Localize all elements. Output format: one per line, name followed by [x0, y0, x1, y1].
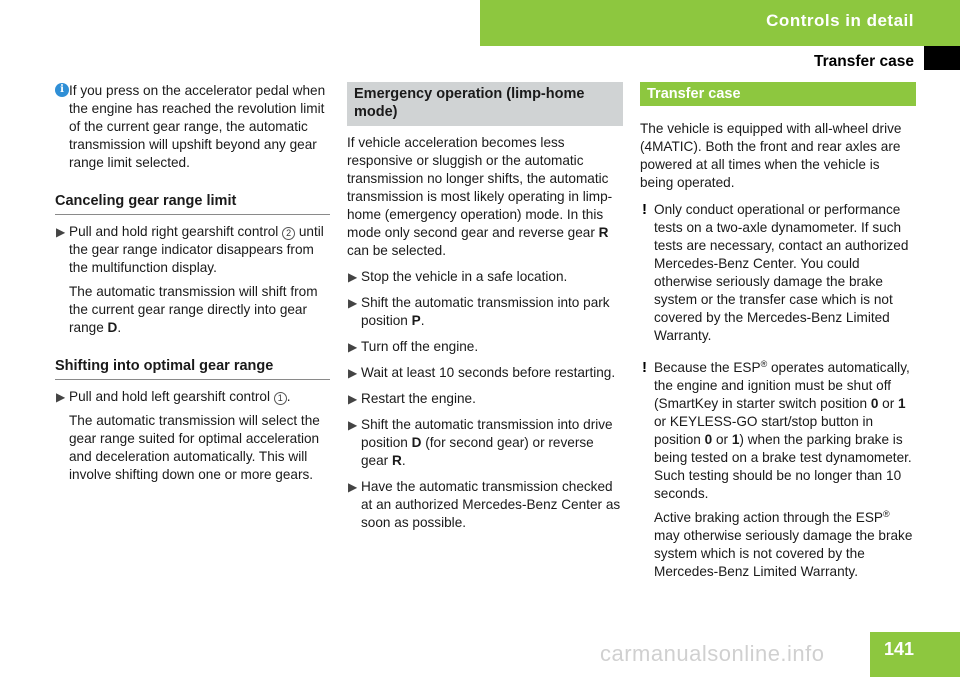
- position-key: 0: [704, 432, 713, 447]
- list-item: [55, 388, 330, 406]
- step-text: Stop the vehicle in a safe location.: [361, 269, 568, 284]
- emergency-intro: [347, 134, 623, 260]
- list-item: [347, 268, 623, 286]
- control-number-badge: 2: [282, 227, 295, 240]
- step-text: Shift the automatic transmission into drive position: [361, 417, 613, 450]
- warning-text: Because the ESP: [654, 360, 761, 375]
- warning-text: ) when the parking brake is being tested on a brake test dynamometer. Such testing should be no longer than 10 seconds.: [654, 432, 912, 501]
- step-text: .: [401, 453, 406, 468]
- arrow-icon: ▶: [348, 480, 358, 494]
- watermark-text: carmanualsonline.info: [600, 641, 825, 666]
- position-key: 0: [870, 396, 879, 411]
- info-icon: i: [55, 83, 69, 97]
- step-text: Wait at least 10 seconds before restarting.: [361, 365, 616, 380]
- warning-note: [640, 359, 916, 503]
- step-text: until the gear range indicator disappears from the multifunction display.: [69, 224, 324, 275]
- arrow-icon: ▶: [348, 392, 358, 406]
- intro-text: If vehicle acceleration becomes less responsive or sluggish or the automatic transmission no longer shifts, the automatic transmission is most likely operating in limp-home (emergency operation) mode. In this mode only second gear and reverse gear: [347, 135, 613, 240]
- info-note: [55, 82, 330, 172]
- warning-text: or: [878, 396, 899, 411]
- header-section-tab: [480, 0, 960, 46]
- warning-body: [640, 509, 916, 581]
- arrow-icon: ▶: [348, 418, 358, 432]
- registered-mark: ®: [882, 509, 890, 519]
- arrow-icon: ▶: [56, 390, 66, 404]
- list-item: [347, 416, 623, 470]
- list-item: [347, 338, 623, 356]
- step-body: [55, 283, 330, 337]
- step-text: .: [420, 313, 425, 328]
- list-item: [347, 364, 623, 382]
- section-title: Controls in detail: [766, 11, 914, 30]
- warning-note: [640, 201, 916, 345]
- arrow-icon: ▶: [56, 225, 66, 239]
- list-item: [347, 478, 623, 532]
- section-heading-transfer-case: Transfer case: [640, 82, 916, 106]
- step-text: Restart the engine.: [361, 391, 476, 406]
- step-text: .: [286, 389, 291, 404]
- arrow-icon: ▶: [348, 296, 358, 310]
- step-text: Pull and hold left gearshift control: [69, 389, 274, 404]
- list-item: [55, 223, 330, 277]
- section-heading-emergency: Emergency operation (limp-home mode): [347, 82, 623, 126]
- control-number-badge: 1: [274, 392, 287, 405]
- warning-text: or KEYLESS-GO start/stop button in position: [654, 414, 874, 447]
- gear-key: D: [411, 435, 422, 450]
- registered-mark: ®: [760, 359, 768, 369]
- position-key: 1: [898, 396, 906, 411]
- warning-icon: !: [642, 201, 647, 218]
- gear-key: P: [411, 313, 421, 328]
- step-body-text: .: [117, 320, 122, 335]
- step-text: Have the automatic transmission checked at an authorized Mercedes-Benz Center as soon as possible.: [361, 479, 621, 530]
- arrow-icon: ▶: [348, 366, 358, 380]
- section-heading-canceling: Canceling gear range limit: [55, 192, 330, 215]
- warning-text: Active braking action through the ESP: [654, 510, 883, 525]
- info-text: If you press on the accelerator pedal when the engine has reached the revolution limit of the current gear range, the automatic transmission will upshift beyond any gear range limit selected.: [69, 83, 326, 170]
- page-number-tab: [870, 632, 960, 677]
- warning-icon: !: [642, 359, 647, 376]
- gear-key: D: [107, 320, 118, 335]
- step-body-text: The automatic transmission will shift from the current gear range directly into gear range: [69, 284, 318, 335]
- header-marker: [924, 46, 960, 70]
- page-subtitle: Transfer case: [814, 53, 914, 70]
- arrow-icon: ▶: [348, 340, 358, 354]
- transfer-case-intro: The vehicle is equipped with all-wheel drive (4MATIC). Both the front and rear axles are powered at all times when the vehicle is being operated.: [640, 121, 902, 190]
- column-middle: [347, 82, 623, 532]
- step-text: Pull and hold right gearshift control: [69, 224, 283, 239]
- position-key: 1: [731, 432, 740, 447]
- warning-text: Only conduct operational or performance tests on a two-axle dynamometer. If such tests are necessary, contact an authorized Mercedes-Benz Center. You could otherwise seriously damage the brake system or the transfer case which is not covered by the Mercedes-Benz Limited Warranty.: [654, 202, 909, 343]
- warning-text: operates automatically, the engine and ignition must be shut off (SmartKey in starter switch position: [654, 360, 910, 411]
- section-heading-optimal: Shifting into optimal gear range: [55, 357, 330, 380]
- list-item: [347, 390, 623, 408]
- gear-key: R: [391, 453, 402, 468]
- step-body: The automatic transmission will select the gear range suited for optimal acceleration and deceleration automatically. This will involve shifting down one or more gears.: [69, 413, 320, 482]
- column-right: [640, 82, 916, 581]
- step-text: Shift the automatic transmission into park position: [361, 295, 610, 328]
- page-number: 141: [884, 639, 915, 659]
- intro-text: can be selected.: [347, 243, 446, 258]
- warning-text: may otherwise seriously damage the brake system which is not covered by the Mercedes-Benz Limited Warranty.: [654, 528, 913, 579]
- list-item: [347, 294, 623, 330]
- warning-text: or: [712, 432, 732, 447]
- column-left: [55, 82, 330, 484]
- gear-key: R: [598, 225, 609, 240]
- arrow-icon: ▶: [348, 270, 358, 284]
- step-text: Turn off the engine.: [361, 339, 479, 354]
- step-text: (for second gear) or reverse gear: [361, 435, 594, 468]
